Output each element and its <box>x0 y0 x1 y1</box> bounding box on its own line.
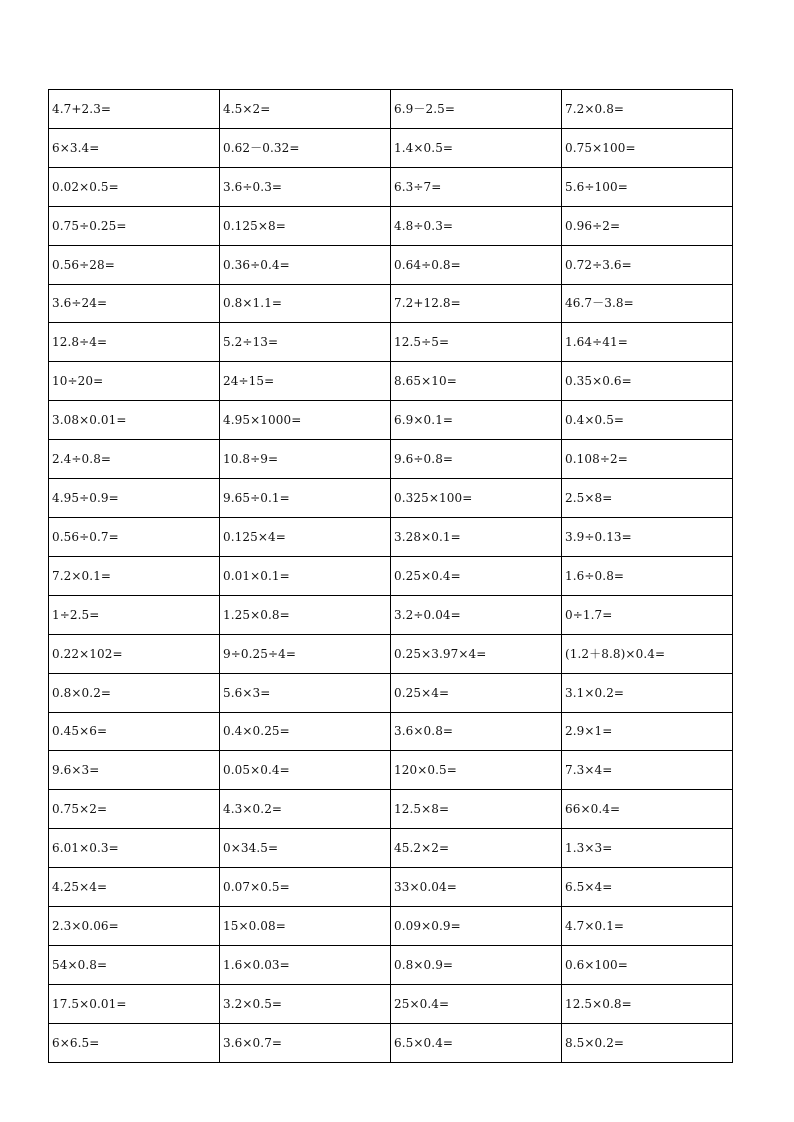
problem-row <box>49 440 733 479</box>
problem-cell: 45.2×2= <box>391 829 562 868</box>
problem-cell: 6.9×0.1= <box>391 401 562 440</box>
problem-cell: 120×0.5= <box>391 751 562 790</box>
problem-cell: 0.75×100= <box>562 128 733 167</box>
problem-cell: 4.25×4= <box>49 868 220 907</box>
problem-row <box>49 90 733 129</box>
problem-row <box>49 245 733 284</box>
problem-cell: 0.36÷0.4= <box>220 245 391 284</box>
problem-cell: 12.5×8= <box>391 790 562 829</box>
problem-cell: 0.4×0.5= <box>562 401 733 440</box>
problem-cell: 0.56÷28= <box>49 245 220 284</box>
problem-cell: 9.6÷0.8= <box>391 440 562 479</box>
problem-cell: 25×0.4= <box>391 984 562 1023</box>
problem-cell: 5.6÷100= <box>562 167 733 206</box>
problem-cell: 3.6×0.8= <box>391 712 562 751</box>
problem-cell: 9.65÷0.1= <box>220 479 391 518</box>
arithmetic-problem-table <box>48 89 733 1063</box>
problem-row <box>49 712 733 751</box>
problem-row <box>49 401 733 440</box>
problem-cell: 10÷20= <box>49 362 220 401</box>
problem-cell: 0.8×1.1= <box>220 284 391 323</box>
problem-cell: 3.28×0.1= <box>391 517 562 556</box>
problem-cell: 24÷15= <box>220 362 391 401</box>
problem-cell: 3.08×0.01= <box>49 401 220 440</box>
problem-cell: (1.2＋8.8)×0.4= <box>562 634 733 673</box>
problem-cell: 7.2×0.8= <box>562 90 733 129</box>
problem-cell: 0.62－0.32= <box>220 128 391 167</box>
problem-row <box>49 362 733 401</box>
problem-cell: 2.5×8= <box>562 479 733 518</box>
problem-row <box>49 790 733 829</box>
problem-cell: 6.3÷7= <box>391 167 562 206</box>
problem-row <box>49 323 733 362</box>
problem-cell: 6×3.4= <box>49 128 220 167</box>
problem-row <box>49 868 733 907</box>
problem-cell: 0.6×100= <box>562 945 733 984</box>
problem-cell: 0.07×0.5= <box>220 868 391 907</box>
problem-row <box>49 167 733 206</box>
problem-table-body <box>49 90 733 1063</box>
problem-row <box>49 751 733 790</box>
problem-cell: 6.9－2.5= <box>391 90 562 129</box>
problem-cell: 1.3×3= <box>562 829 733 868</box>
problem-cell: 0.56÷0.7= <box>49 517 220 556</box>
problem-cell: 0.4×0.25= <box>220 712 391 751</box>
problem-cell: 0.22×102= <box>49 634 220 673</box>
problem-cell: 5.6×3= <box>220 673 391 712</box>
problem-cell: 2.9×1= <box>562 712 733 751</box>
problem-cell: 1.6÷0.8= <box>562 556 733 595</box>
problem-cell: 0.96÷2= <box>562 206 733 245</box>
problem-cell: 2.4÷0.8= <box>49 440 220 479</box>
problem-cell: 6×6.5= <box>49 1023 220 1062</box>
problem-row <box>49 128 733 167</box>
problem-row <box>49 517 733 556</box>
problem-cell: 0.64÷0.8= <box>391 245 562 284</box>
problem-cell: 3.9÷0.13= <box>562 517 733 556</box>
problem-cell: 0.25×3.97×4= <box>391 634 562 673</box>
problem-cell: 8.5×0.2= <box>562 1023 733 1062</box>
problem-cell: 0.05×0.4= <box>220 751 391 790</box>
problem-cell: 0.125×4= <box>220 517 391 556</box>
problem-cell: 0.02×0.5= <box>49 167 220 206</box>
problem-cell: 4.95×1000= <box>220 401 391 440</box>
problem-cell: 4.7×0.1= <box>562 907 733 946</box>
problem-cell: 7.2×0.1= <box>49 556 220 595</box>
problem-cell: 1.25×0.8= <box>220 595 391 634</box>
problem-cell: 2.3×0.06= <box>49 907 220 946</box>
problem-cell: 4.7+2.3= <box>49 90 220 129</box>
problem-cell: 0.75÷0.25= <box>49 206 220 245</box>
problem-cell: 0.72÷3.6= <box>562 245 733 284</box>
problem-cell: 0.09×0.9= <box>391 907 562 946</box>
problem-cell: 0.325×100= <box>391 479 562 518</box>
problem-cell: 46.7－3.8= <box>562 284 733 323</box>
problem-cell: 4.8÷0.3= <box>391 206 562 245</box>
problem-cell: 54×0.8= <box>49 945 220 984</box>
problem-cell: 17.5×0.01= <box>49 984 220 1023</box>
problem-cell: 4.5×2= <box>220 90 391 129</box>
problem-cell: 1.64÷41= <box>562 323 733 362</box>
problem-cell: 0.25×4= <box>391 673 562 712</box>
problem-cell: 12.8÷4= <box>49 323 220 362</box>
problem-cell: 4.3×0.2= <box>220 790 391 829</box>
problem-cell: 4.95÷0.9= <box>49 479 220 518</box>
problem-row <box>49 284 733 323</box>
problem-cell: 3.2×0.5= <box>220 984 391 1023</box>
problem-cell: 1.4×0.5= <box>391 128 562 167</box>
problem-cell: 0.75×2= <box>49 790 220 829</box>
problem-cell: 10.8÷9= <box>220 440 391 479</box>
problem-row <box>49 595 733 634</box>
problem-cell: 1÷2.5= <box>49 595 220 634</box>
problem-cell: 3.6÷24= <box>49 284 220 323</box>
problem-row <box>49 907 733 946</box>
problem-row <box>49 206 733 245</box>
problem-cell: 7.2+12.8= <box>391 284 562 323</box>
problem-cell: 3.2÷0.04= <box>391 595 562 634</box>
problem-cell: 9.6×3= <box>49 751 220 790</box>
problem-cell: 15×0.08= <box>220 907 391 946</box>
problem-cell: 0÷1.7= <box>562 595 733 634</box>
problem-cell: 6.5×4= <box>562 868 733 907</box>
problem-row <box>49 984 733 1023</box>
problem-cell: 0.108÷2= <box>562 440 733 479</box>
problem-row <box>49 1023 733 1062</box>
problem-cell: 0×34.5= <box>220 829 391 868</box>
problem-cell: 8.65×10= <box>391 362 562 401</box>
problem-row <box>49 945 733 984</box>
problem-cell: 66×0.4= <box>562 790 733 829</box>
problem-cell: 12.5×0.8= <box>562 984 733 1023</box>
problem-row <box>49 634 733 673</box>
problem-cell: 1.6×0.03= <box>220 945 391 984</box>
worksheet <box>48 89 733 1063</box>
problem-cell: 5.2÷13= <box>220 323 391 362</box>
problem-cell: 0.8×0.2= <box>49 673 220 712</box>
problem-cell: 0.125×8= <box>220 206 391 245</box>
problem-cell: 0.45×6= <box>49 712 220 751</box>
problem-cell: 0.25×0.4= <box>391 556 562 595</box>
problem-cell: 0.01×0.1= <box>220 556 391 595</box>
problem-cell: 6.5×0.4= <box>391 1023 562 1062</box>
problem-cell: 12.5÷5= <box>391 323 562 362</box>
problem-row <box>49 673 733 712</box>
problem-row <box>49 556 733 595</box>
problem-cell: 7.3×4= <box>562 751 733 790</box>
problem-cell: 3.6×0.7= <box>220 1023 391 1062</box>
problem-cell: 6.01×0.3= <box>49 829 220 868</box>
problem-row <box>49 829 733 868</box>
problem-cell: 9÷0.25÷4= <box>220 634 391 673</box>
problem-cell: 3.6÷0.3= <box>220 167 391 206</box>
problem-cell: 0.35×0.6= <box>562 362 733 401</box>
problem-cell: 0.8×0.9= <box>391 945 562 984</box>
problem-cell: 3.1×0.2= <box>562 673 733 712</box>
problem-row <box>49 479 733 518</box>
problem-cell: 33×0.04= <box>391 868 562 907</box>
